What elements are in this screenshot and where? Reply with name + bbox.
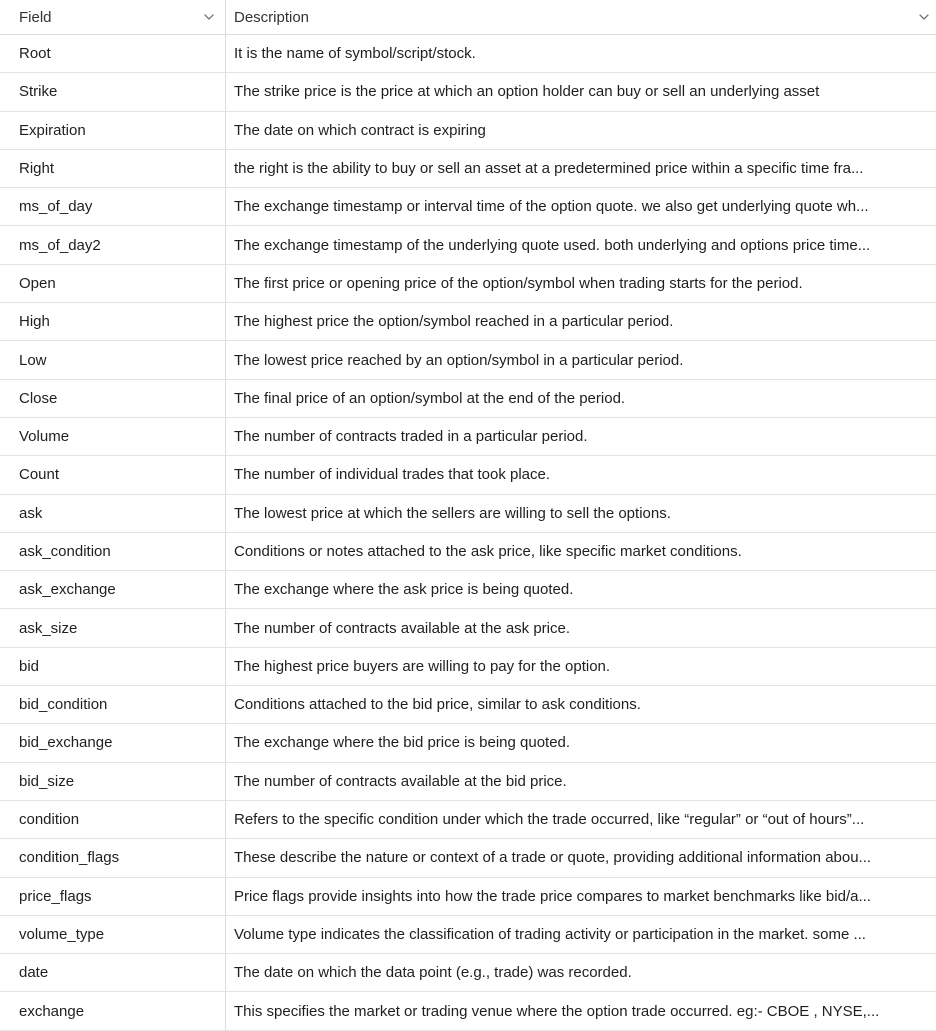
table-row[interactable] bbox=[0, 265, 936, 303]
column-header-field-label: Field bbox=[19, 8, 52, 26]
field-cell[interactable]: Right bbox=[0, 150, 226, 187]
description-text: The exchange timestamp or interval time of the option quote. we also get underlying quote wh... bbox=[234, 198, 869, 216]
description-text: The exchange where the bid price is being quoted. bbox=[234, 734, 571, 752]
description-cell[interactable] bbox=[226, 992, 936, 1029]
description-text: The date on which contract is expiring bbox=[234, 121, 486, 139]
description-cell[interactable] bbox=[226, 380, 936, 417]
table-body bbox=[0, 35, 936, 1031]
table-row[interactable] bbox=[0, 724, 936, 762]
table-row[interactable] bbox=[0, 112, 936, 150]
description-cell[interactable] bbox=[226, 916, 936, 953]
description-text: This specifies the market or trading venue where the option trade occurred. eg:- CBOE , NYSE,... bbox=[234, 1002, 880, 1020]
column-header-description-label: Description bbox=[234, 8, 310, 26]
table-row[interactable] bbox=[0, 35, 936, 73]
description-cell[interactable] bbox=[226, 188, 936, 225]
column-header-description[interactable] bbox=[226, 0, 936, 34]
description-text: The lowest price reached by an option/symbol in a particular period. bbox=[234, 351, 684, 369]
description-text: These describe the nature or context of a trade or quote, providing additional information abou... bbox=[234, 849, 872, 867]
table-row[interactable] bbox=[0, 763, 936, 801]
description-text: The first price or opening price of the option/symbol when trading starts for the period. bbox=[234, 274, 803, 292]
description-cell[interactable] bbox=[226, 226, 936, 263]
description-text: Volume type indicates the classification of trading activity or participation in the market. some ... bbox=[234, 925, 866, 943]
description-cell[interactable] bbox=[226, 265, 936, 302]
field-cell[interactable]: ask_condition bbox=[0, 533, 226, 570]
description-cell[interactable] bbox=[226, 763, 936, 800]
description-cell[interactable] bbox=[226, 878, 936, 915]
description-cell[interactable] bbox=[226, 341, 936, 378]
field-cell[interactable]: ask_size bbox=[0, 609, 226, 646]
field-cell[interactable]: Expiration bbox=[0, 112, 226, 149]
description-cell[interactable] bbox=[226, 839, 936, 876]
field-cell[interactable]: bid_condition bbox=[0, 686, 226, 723]
table-row[interactable] bbox=[0, 303, 936, 341]
field-cell[interactable]: ask_exchange bbox=[0, 571, 226, 608]
table-row[interactable] bbox=[0, 188, 936, 226]
description-cell[interactable] bbox=[226, 150, 936, 187]
field-cell[interactable]: exchange bbox=[0, 992, 226, 1029]
description-text: The number of contracts traded in a particular period. bbox=[234, 428, 588, 446]
field-cell[interactable]: High bbox=[0, 303, 226, 340]
field-cell[interactable]: volume_type bbox=[0, 916, 226, 953]
field-cell[interactable]: price_flags bbox=[0, 878, 226, 915]
description-cell[interactable] bbox=[226, 533, 936, 570]
table-row[interactable] bbox=[0, 839, 936, 877]
description-text: The number of contracts available at the bid price. bbox=[234, 772, 567, 790]
description-cell[interactable] bbox=[226, 112, 936, 149]
description-text: The strike price is the price at which an option holder can buy or sell an underlying asset bbox=[234, 83, 820, 101]
description-cell[interactable] bbox=[226, 418, 936, 455]
description-text: The number of individual trades that took place. bbox=[234, 466, 551, 484]
field-cell[interactable]: ms_of_day2 bbox=[0, 226, 226, 263]
table-row[interactable] bbox=[0, 916, 936, 954]
field-cell[interactable]: bid_exchange bbox=[0, 724, 226, 761]
description-text: Price flags provide insights into how the trade price compares to market benchmarks like bid/a... bbox=[234, 887, 871, 905]
description-text: The exchange timestamp of the underlying quote used. both underlying and options price time... bbox=[234, 236, 871, 254]
field-cell[interactable]: Close bbox=[0, 380, 226, 417]
field-cell[interactable]: Count bbox=[0, 456, 226, 493]
description-cell[interactable] bbox=[226, 648, 936, 685]
table-row[interactable] bbox=[0, 878, 936, 916]
description-text: the right is the ability to buy or sell an asset at a predetermined price within a specific time fra... bbox=[234, 160, 864, 178]
column-header-field[interactable] bbox=[0, 0, 226, 34]
table-row[interactable] bbox=[0, 73, 936, 111]
table-row[interactable] bbox=[0, 226, 936, 264]
table-row[interactable] bbox=[0, 571, 936, 609]
field-cell[interactable]: Strike bbox=[0, 73, 226, 110]
description-text: Refers to the specific condition under which the trade occurred, like “regular” or “out of hours”... bbox=[234, 811, 865, 829]
table-row[interactable] bbox=[0, 341, 936, 379]
description-cell[interactable] bbox=[226, 456, 936, 493]
description-cell[interactable] bbox=[226, 495, 936, 532]
description-cell[interactable] bbox=[226, 724, 936, 761]
description-cell[interactable] bbox=[226, 35, 936, 72]
description-cell[interactable] bbox=[226, 801, 936, 838]
table-row[interactable] bbox=[0, 686, 936, 724]
description-text: The number of contracts available at the ask price. bbox=[234, 619, 571, 637]
description-text: Conditions attached to the bid price, similar to ask conditions. bbox=[234, 696, 641, 714]
field-cell[interactable]: Root bbox=[0, 35, 226, 72]
table-row[interactable] bbox=[0, 992, 936, 1030]
field-cell[interactable]: Low bbox=[0, 341, 226, 378]
field-cell[interactable]: bid bbox=[0, 648, 226, 685]
description-text: The highest price buyers are willing to pay for the option. bbox=[234, 657, 611, 675]
chevron-down-icon[interactable] bbox=[918, 11, 930, 23]
description-cell[interactable] bbox=[226, 571, 936, 608]
field-cell[interactable]: date bbox=[0, 954, 226, 991]
description-cell[interactable] bbox=[226, 609, 936, 646]
table-row[interactable] bbox=[0, 533, 936, 571]
field-cell[interactable]: condition_flags bbox=[0, 839, 226, 876]
field-cell[interactable]: condition bbox=[0, 801, 226, 838]
table-row[interactable] bbox=[0, 648, 936, 686]
field-cell[interactable]: ask bbox=[0, 495, 226, 532]
field-cell[interactable]: bid_size bbox=[0, 763, 226, 800]
table-row[interactable] bbox=[0, 380, 936, 418]
description-cell[interactable] bbox=[226, 73, 936, 110]
table-row[interactable] bbox=[0, 801, 936, 839]
field-cell[interactable]: Open bbox=[0, 265, 226, 302]
description-text: It is the name of symbol/script/stock. bbox=[234, 45, 476, 63]
description-text: The date on which the data point (e.g., trade) was recorded. bbox=[234, 964, 632, 982]
description-text: The exchange where the ask price is being quoted. bbox=[234, 581, 574, 599]
field-cell[interactable]: Volume bbox=[0, 418, 226, 455]
table-row[interactable] bbox=[0, 418, 936, 456]
table-row[interactable] bbox=[0, 150, 936, 188]
description-text: Conditions or notes attached to the ask price, like specific market conditions. bbox=[234, 543, 742, 560]
description-cell[interactable] bbox=[226, 686, 936, 723]
description-cell[interactable] bbox=[226, 954, 936, 991]
table-header bbox=[0, 0, 936, 35]
description-text: The lowest price at which the sellers are willing to sell the options. bbox=[234, 504, 671, 522]
table-row[interactable] bbox=[0, 495, 936, 533]
description-text: The final price of an option/symbol at the end of the period. bbox=[234, 389, 626, 407]
description-cell[interactable] bbox=[226, 303, 936, 340]
field-cell[interactable]: ms_of_day bbox=[0, 188, 226, 225]
table-row[interactable] bbox=[0, 954, 936, 992]
table-row[interactable] bbox=[0, 609, 936, 647]
table-row[interactable] bbox=[0, 456, 936, 494]
description-text: The highest price the option/symbol reached in a particular period. bbox=[234, 313, 674, 331]
chevron-down-icon[interactable] bbox=[203, 11, 215, 23]
